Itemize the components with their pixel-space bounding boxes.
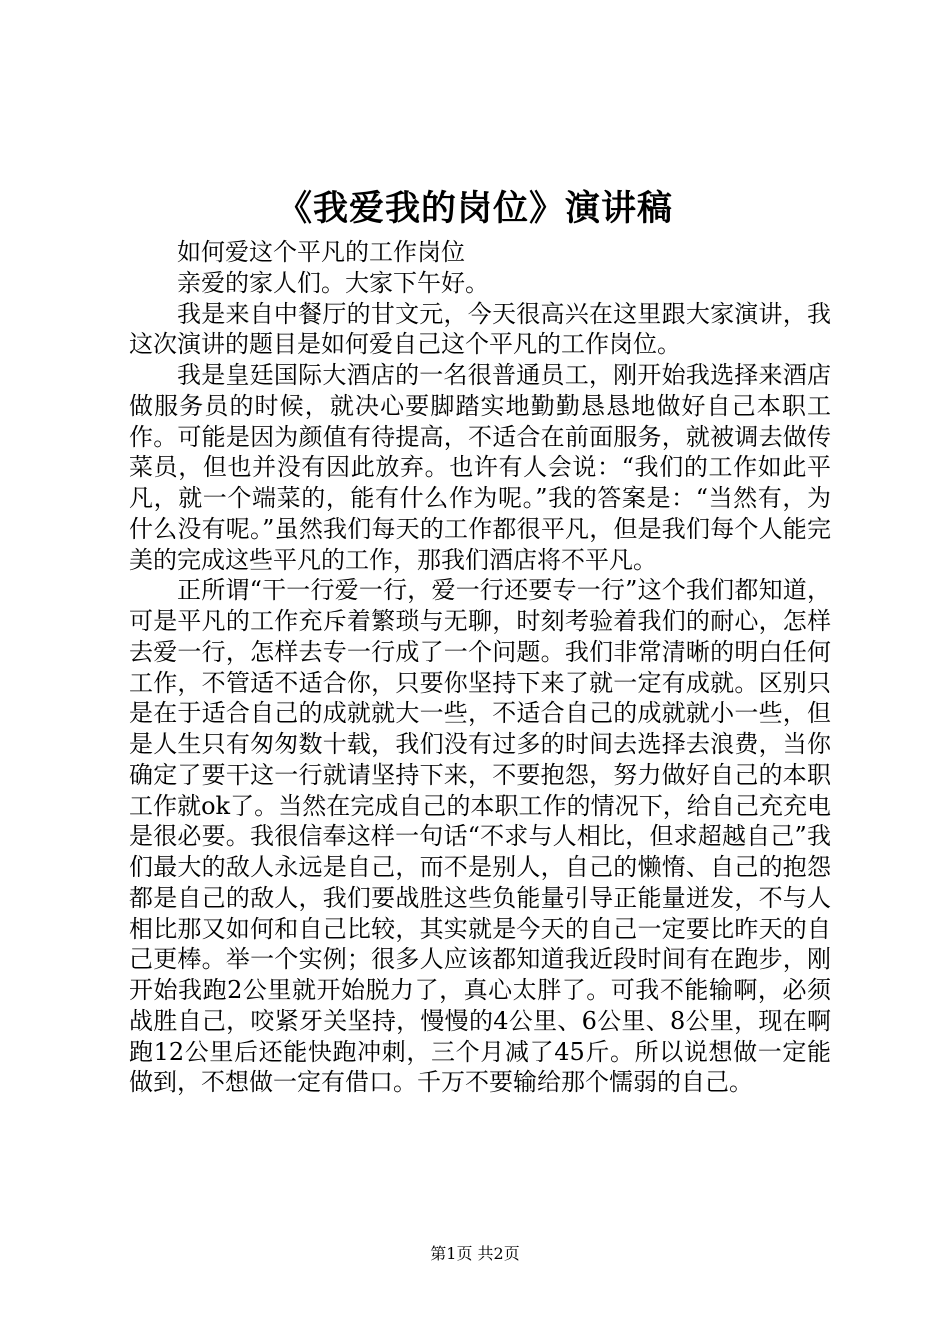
paragraph-main: 正所谓“干一行爱一行，爱一行还要专一行”这个我们都知道，可是平凡的工作充斥着繁琐与无聊，时刻考验着我们的耐心，怎样去爱一行，怎样去专一行成了一个问题。我们非常清晰的明白任何工作，不管适不适合你，只要你坚持下来了就一定有成就。区别只是在于适合自己的成就就大一些，不适合自己的成就就小一些，但是人生只有匆匆数十载，我们没有过多的时间去选择去浪费，当你确定了要干这一行就请坚持下来，不要抱怨，努力做好自己的本职工作就ok了。当然在完成自己的本职工作的情况下，给自己充充电是很必要。我很信奉这样一句话“不求与人相比，但求超越自己”我们最大的敌人永远是自己，而不是别人，自己的懒惰、自己的抱怨都是自己的敌人，我们要战胜这些负能量引导正能量迸发，不与人相比那又如何和自己比较，其实就是今天的自己一定要比昨天的自己更棒。举一个实例；很多人应该都知道我近段时间有在跑步，刚开始我跑2公里就开始脱力了，真心太胖了。可我不能输啊，必须战胜自己，咬紧牙关坚持，慢慢的4公里、6公里、8公里，现在啊跑12公里后还能快跑冲刺，三个月减了45斤。所以说想做一定能做到，不想做一定有借口。千万不要输给那个懦弱的自己。 (129, 576, 831, 1097)
paragraph-background: 我是皇廷国际大酒店的一名很普通员工，刚开始我选择来酒店做服务员的时候，就决心要脚踏实地勤勤恳恳地做好自己本职工作。可能是因为颜值有待提高，不适合在前面服务，就被调去做传菜员，但也并没有因此放弃。也许有人会说：“我们的工作如此平凡，就一个端菜的，能有什么作为呢。”我的答案是：“当然有，为什么没有呢。”虽然我们每天的工作都很平凡，但是我们每个人能完美的完成这些平凡的工作，那我们酒店将不平凡。 (129, 361, 831, 574)
paragraph-intro: 我是来自中餐厅的甘文元，今天很高兴在这里跟大家演讲，我这次演讲的题目是如何爱自己这个平凡的工作岗位。 (129, 299, 831, 359)
page-footer: 第1页 共2页 (430, 1244, 520, 1263)
document-title: 《我爱我的岗位》演讲稿 (276, 188, 673, 229)
document-body (129, 237, 831, 1098)
paragraph-greeting: 亲爱的家人们。大家下午好。 (177, 268, 489, 297)
paragraph-subtitle: 如何爱这个平凡的工作岗位 (177, 238, 465, 266)
